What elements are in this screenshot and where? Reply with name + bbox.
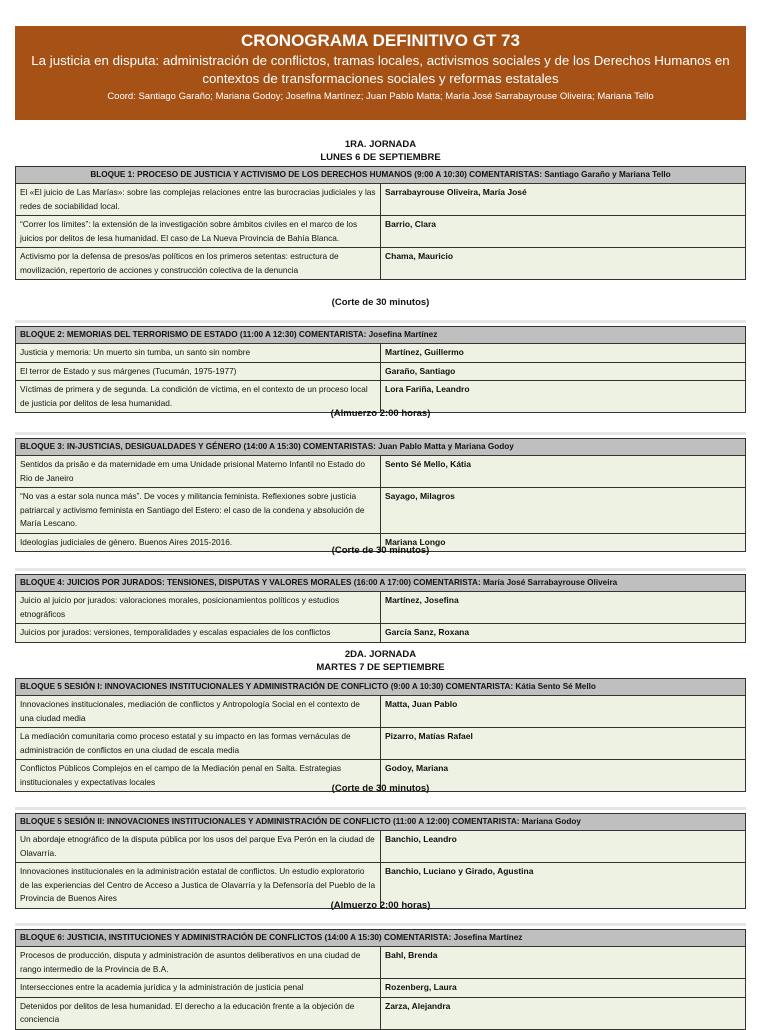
talk-author: Martínez, Guillermo [381,344,746,363]
table-row [16,184,746,216]
block-5-session-1-table [15,678,746,792]
table-row [16,344,746,363]
block-heading: BLOQUE 5 SESIÓN I: INNOVACIONES INSTITUCIONALES Y ADMINISTRACIÓN DE CONFLICTO (9:00 A 10:30) COMENTARISTA: Kátia Sento Sé Mello [16,679,746,696]
talk-title: Innovaciones institucionales en la administración estatal de conflictos. Un estudio exploratorio de las experiencias del Centro de Acceso a Justica de Olavarría y la Defensoría del Pueblo de la Provincia de Buenos Aires [16,863,381,909]
talk-title: “No vas a estar sola nunca más”. De voces y militancia feminista. Reflexiones sobre justicia patriarcal y activismo feminista en Santiago del Estero: el caso de la condena y absolución de María Lescano. [16,488,381,534]
jornada-1-title: 1RA. JORNADA [344,139,417,150]
talk-author: Chama, Mauricio [381,248,746,280]
talk-author: Pizarro, Matías Rafael [381,728,746,760]
block-heading: BLOQUE 4: JUICIOS POR JURADOS: TENSIONES, DISPUTAS Y VALORES MORALES (16:00 A 17:00) COMENTARISTA: María José Sarrabayrouse Oliveira [16,575,746,592]
talk-author: Mariana Longo [381,533,746,552]
talk-title: Conflictos Públicos Complejos en el campo de la Mediación penal en Salta. Estrategias institucionales y expectativas locales [16,760,381,792]
talk-author: Sento Sé Mello, Kátia [381,456,746,488]
talk-title: Innovaciones institucionales, mediación de conflictos y Antropología Social en el contexto de una ciudad media [16,696,381,728]
talk-author: Zarza, Alejandra [381,997,746,1029]
table-row [16,728,746,760]
talk-author: Godoy, Mariana [381,760,746,792]
talk-author: Bahl, Brenda [381,947,746,979]
table-row [16,979,746,998]
talk-title: Sentidos da prisão e da maternidade em uma Unidade prisional Materno Infantil no Estado do Rio de Janeiro [16,456,381,488]
break-label: (Corte de 30 minutos) [331,783,430,794]
jornada-1-heading [15,138,746,164]
jornada-2-date: MARTES 7 DE SEPTIEMBRE [316,662,445,673]
table-row [16,592,746,624]
talk-title: Justicia y memoria: Un muerto sin tumba, un santo sin nombre [16,344,381,363]
table-row [16,456,746,488]
talk-author: Sarrabayrouse Oliveira, María José [381,184,746,216]
block-heading: BLOQUE 1: PROCESO DE JUSTICIA Y ACTIVISMO DE LOS DERECHOS HUMANOS (9:00 A 10:30) COMENTARISTAS: Santiago Garaño y Mariana Tello [16,167,746,184]
break-label: (Corte de 30 minutos) [331,297,430,308]
talk-title: Un abordaje etnográfico de la disputa pública por los usos del parque Eva Perón en la ciudad de Olavarría. [16,831,381,863]
page-title: CRONOGRAMA DEFINITIVO GT 73 [241,31,520,50]
talk-author: Banchio, Leandro [381,831,746,863]
jornada-1-date: LUNES 6 DE SEPTIEMBRE [320,152,441,163]
divider [15,923,746,926]
schedule-header [15,26,746,120]
talk-author: Banchio, Luciano y Girado, Agustina [381,863,746,909]
jornada-2-title: 2DA. JORNADA [344,649,417,660]
talk-author: Matta, Juan Pablo [381,696,746,728]
talk-title: Detenidos por delitos de lesa humanidad. El derecho a la educación frente a la objeción de conciencia [16,997,381,1029]
table-row [16,362,746,381]
talk-title: Procesos de producción, disputa y administración de asuntos deliberativos en una ciudad de rango intermedio de la Provincia de B.A. [16,947,381,979]
talk-title: Juicios por jurados: versiones, temporalidades y escalas espaciales de los conflictos [16,624,381,643]
block-1-table [15,166,746,280]
table-row [16,248,746,280]
talk-title: La mediación comunitaria como proceso estatal y su impacto en las formas vernáculas de administración de conflictos en una ciudad de escala media [16,728,381,760]
divider [15,568,746,571]
talk-author: Sayago, Milagros [381,488,746,534]
block-4-table [15,574,746,643]
table-row [16,831,746,863]
block-heading: BLOQUE 2: MEMORIAS DEL TERRORISMO DE ESTADO (11:00 A 12:30) COMENTARISTA: Josefina Martínez [16,327,746,344]
block-heading: BLOQUE 6: JUSTICIA, INSTITUCIONES Y ADMINISTRACIÓN DE CONFLICTOS (14:00 A 15:30) COMENTARISTA: Josefina Martínez [16,930,746,947]
talk-title: Activismo por la defensa de presos/as políticos en los primeros setentas: estructura de movilización, repertorio de acciones y construcción colectiva de la denuncia [16,248,381,280]
talk-title: El terror de Estado y sus márgenes (Tucumán, 1975-1977) [16,362,381,381]
jornada-2-heading [15,648,746,674]
coordinators-line: Coord: Santiago Garaño; Mariana Godoy; Josefina Martínez; Juan Pablo Matta; María José Sarrabayrouse Oliveira; Mariana Tello [107,91,654,102]
table-row [16,947,746,979]
talk-title: Intersecciones entre la academia jurídica y la administración de justicia penal [16,979,381,998]
divider [15,432,746,435]
table-row [16,696,746,728]
talk-title: El «El juicio de Las Marías»: sobre las complejas relaciones entre las burocracias judiciales y las redes de sociabilidad local. [16,184,381,216]
talk-author: Lora Fariña, Leandro [381,381,746,413]
talk-author: Barrio, Clara [381,216,746,248]
block-3-table [15,438,746,552]
talk-author: Martínez, Josefina [381,592,746,624]
table-row [16,216,746,248]
talk-title: Juicio al juicio por jurados: valoraciones morales, posicionamientos políticos y estudios etnográficos [16,592,381,624]
break-label: (Almuerzo 2:00 horas) [330,408,431,419]
talk-title: “Correr los límites”: la extensión de la investigación sobre ámbitos civiles en el marco de los juicios por delitos de lesa humanidad. El caso de La Nueva Provincia de Bahía Blanca. [16,216,381,248]
block-2-table [15,326,746,413]
table-row [16,624,746,643]
block-heading: BLOQUE 3: IN-JUSTICIAS, DESIGUALDADES Y GÉNERO (14:00 A 15:30) COMENTARISTAS: Juan Pablo Matta y Mariana Godoy [16,439,746,456]
break-label: (Almuerzo 2:00 horas) [330,900,431,911]
block-6-table [15,929,746,1030]
talk-title: Víctimas de primera y de segunda. La condición de víctima, en el contexto de un proceso local de justicia por delitos de lesa humanidad. [16,381,381,413]
block-heading: BLOQUE 5 SESIÓN II: INNOVACIONES INSTITUCIONALES Y ADMINISTRACIÓN DE CONFLICTO (11:00 A 12:00) COMENTARISTA: Mariana Godoy [16,814,746,831]
talk-author: Rozenberg, Laura [381,979,746,998]
talk-author: Garaño, Santiago [381,362,746,381]
break-label: (Corte de 30 minutos) [331,545,430,556]
table-row [16,488,746,534]
divider [15,320,746,323]
table-row [16,997,746,1029]
page-subtitle: La justicia en disputa: administración de conflictos, tramas locales, activismos sociales y de los Derechos Humanos en contextos de transformaciones sociales y reformas estatales [31,53,730,86]
block-5-session-2-table [15,813,746,909]
talk-author: García Sanz, Roxana [381,624,746,643]
divider [15,807,746,810]
talk-title: Ideologías judiciales de género. Buenos Aires 2015-2016. [16,533,381,552]
